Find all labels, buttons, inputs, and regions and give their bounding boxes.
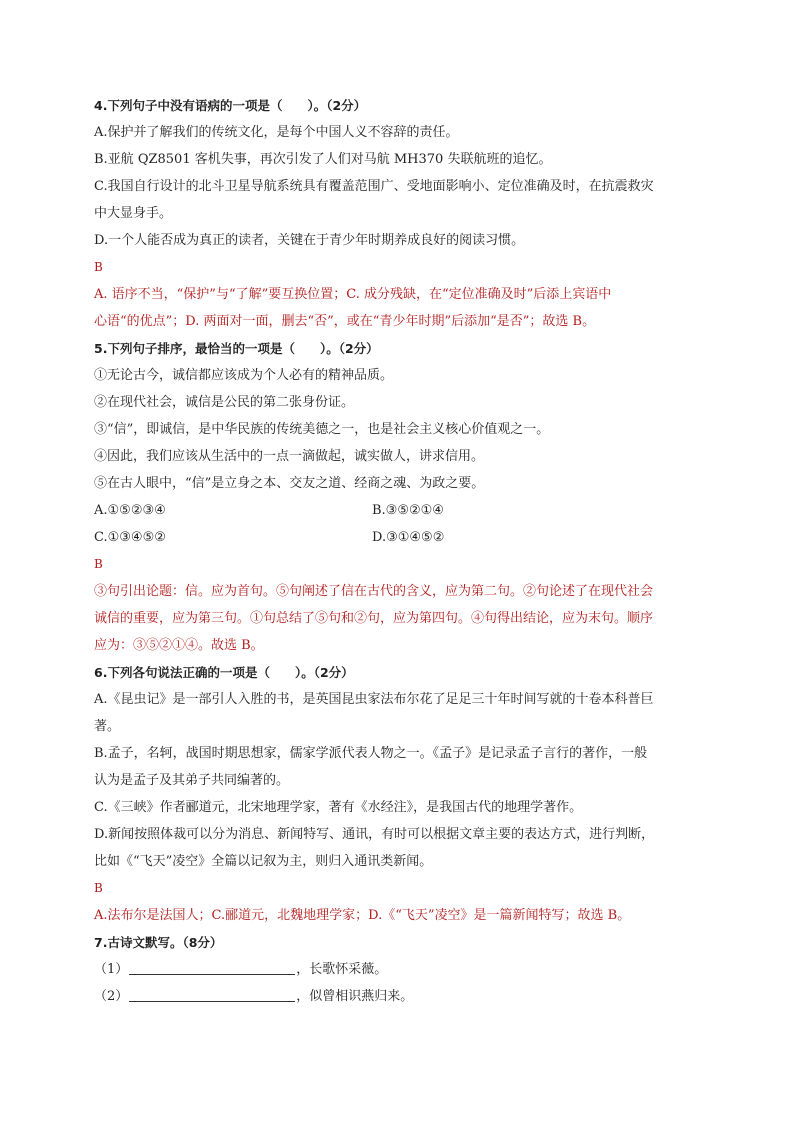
q4-stem: 4.下列句子中没有语病的一项是（ ）。（2分） [94, 98, 367, 113]
q5-option-d: D.③①④⑤② [372, 530, 445, 545]
q5-explanation-line1: ③句引出论题：信。应为首句。⑤句阐述了信在古代的含义，应为第二句。②句论述了在现代社会 [94, 584, 654, 599]
q5-sentence-2: ②在现代社会，诚信是公民的第二张身份证。 [94, 395, 355, 410]
q6-explanation: A.法布尔是法国人；C.郦道元，北魏地理学家；D.《“飞天”凌空》是一篇新闻特写；故选 B。 [94, 908, 631, 923]
q5-answer: B [94, 557, 103, 571]
q4-answer: B [94, 260, 103, 274]
q4-option-d: D.一个人能否成为真正的读者，关键在于青少年时期养成良好的阅读习惯。 [94, 233, 525, 248]
q7-item-2-text: ，似曾相识燕归来。 [296, 989, 414, 1004]
q7-item-1-number: （1） [94, 962, 129, 977]
q5-sentence-3: ③“信”，即诚信，是中华民族的传统美德之一，也是社会主义核心价值观之一。 [94, 422, 550, 437]
q4-option-a: A.保护并了解我们的传统文化，是每个中国人义不容辞的责任。 [94, 125, 459, 140]
q7-item-2-number: （2） [94, 989, 129, 1004]
q6-option-c: C.《三峡》作者郦道元，北宋地理学家，著有《水经注》，是我国古代的地理学著作。 [94, 800, 583, 815]
q5-option-c: C.①③④⑤② [94, 530, 166, 545]
q5-explanation-line2: 诚信的重要，应为第三句。①句总结了⑤句和②句，应为第四句。④句得出结论，应为末句。顺序 [94, 611, 654, 626]
q5-sentence-1: ①无论古今，诚信都应该成为个人必有的精神品质。 [94, 368, 394, 383]
q5-sentence-5: ⑤在古人眼中，“信”是立身之本、交友之道、经商之魂、为政之要。 [94, 476, 485, 491]
q5-option-a: A.①⑤②③④ [94, 503, 166, 518]
q4-explanation-line2: 心语“的优点”；D. 两面对一面，删去“否”，或在“青少年时期”后添加“是否”；故选 B。 [94, 314, 596, 329]
q7-stem: 7.古诗文默写。（8分） [94, 935, 223, 950]
q6-option-d-line1: D.新闻按照体裁可以分为消息、新闻特写、通讯，有时可以根据文章主要的表达方式，进行判断， [94, 827, 655, 842]
q4-option-b: B.亚航 QZ8501 客机失事，再次引发了人们对马航 MH370 失联航班的追忆。 [94, 152, 552, 167]
q7-item-1-blank[interactable] [129, 959, 295, 975]
q5-sentence-4: ④因此，我们应该从生活中的一点一滴做起，诚实做人，讲求信用。 [94, 449, 485, 464]
q6-option-b-line2: 认为是孟子及其弟子共同编著的。 [94, 773, 290, 788]
q5-option-b: B.③⑤②①④ [372, 503, 444, 518]
q6-option-d-line2: 比如《“飞天”凌空》全篇以记叙为主，则归入通讯类新闻。 [94, 854, 433, 869]
q5-options-row-1 [94, 497, 706, 524]
q6-stem: 6.下列各句说法正确的一项是（ ）。（2分） [94, 665, 354, 680]
q7-item-2 [94, 983, 706, 1010]
q7-item-2-blank[interactable] [129, 986, 295, 1002]
q5-explanation-line3: 应为：③⑤②①④。故选 B。 [94, 638, 264, 653]
q6-option-b-line1: B.孟子，名轲，战国时期思想家，儒家学派代表人物之一。《孟子》是记录孟子言行的著作，一般 [94, 746, 648, 761]
q5-stem: 5.下列句子排序，最恰当的一项是（ ）。（2分） [94, 341, 379, 356]
q4-option-c-line1: C.我国自行设计的北斗卫星导航系统具有覆盖范围广、受地面影响小、定位准确及时，在抗震救灾 [94, 179, 654, 194]
q5-options-row-2 [94, 524, 706, 551]
q7-item-1 [94, 956, 706, 983]
q6-option-a-line2: 著。 [94, 719, 121, 734]
q7-item-1-text: ，长歌怀采薇。 [296, 962, 388, 977]
q6-answer: B [94, 881, 103, 895]
q4-explanation-line1: A. 语序不当，“保护”与“了解”要互换位置；C. 成分残缺，在“定位准确及时”后添上宾语中 [94, 287, 612, 302]
document-page [94, 92, 706, 1010]
q6-option-a-line1: A.《昆虫记》是一部引人入胜的书，是英国昆虫家法布尔花了足足三十年时间写就的十卷本科普巨 [94, 692, 654, 707]
q4-option-c-line2: 中大显身手。 [94, 206, 173, 221]
